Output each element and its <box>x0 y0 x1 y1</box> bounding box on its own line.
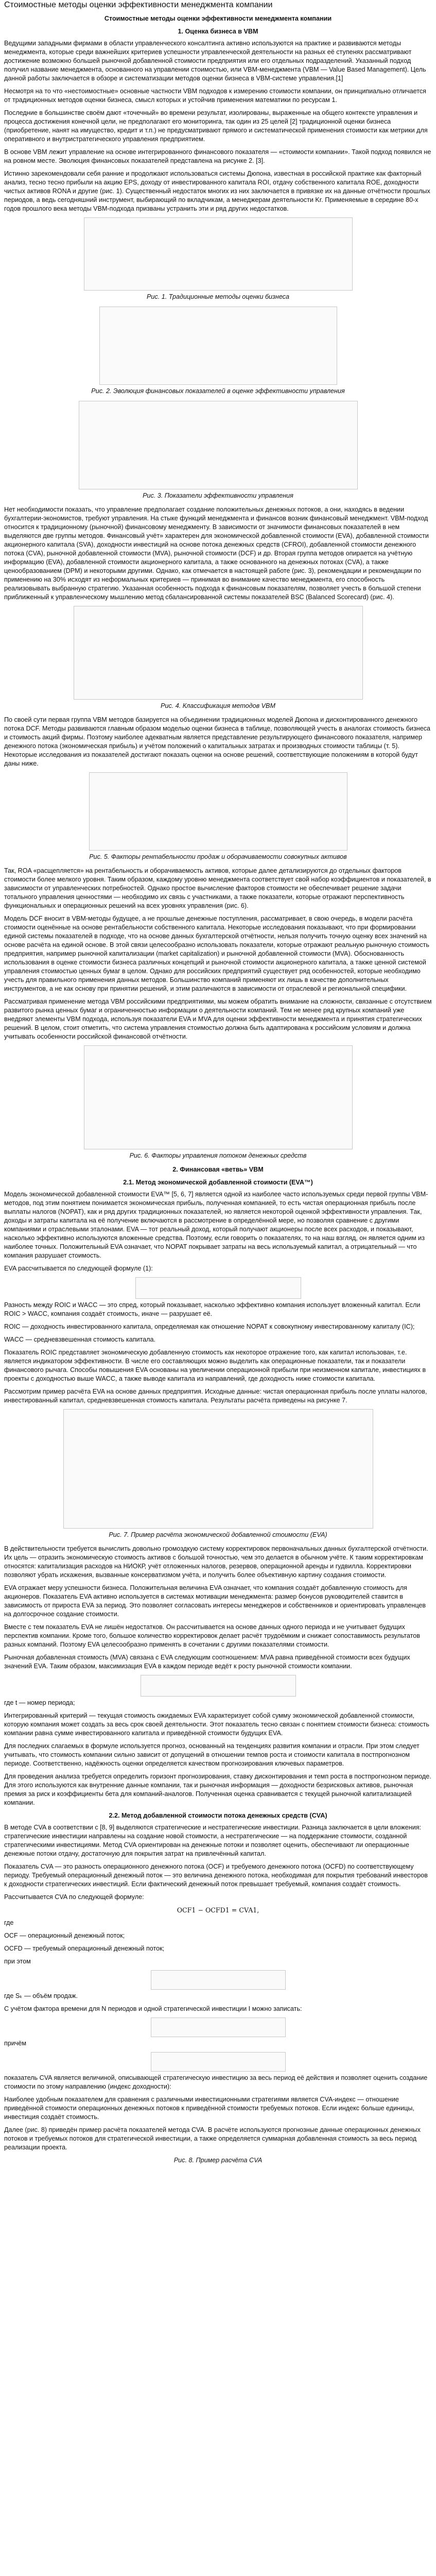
figure-1-caption: Рис. 1. Традиционные методы оценки бизнеса <box>147 293 289 300</box>
paragraph: Несмотря на то что «нестоимостные» основные частности VBM подходов к измерению стоимости компании, он принципиально отличается от традиционных методов оценки бизнеса, смысл которых и устойчив применения математики по ресурсам 1. <box>4 88 426 104</box>
paragraph: ROIC — доходность инвестированного капитала, определяемая как отношение NOPAT к совокупному инвестированному капиталу (IC); <box>4 1323 415 1330</box>
formula-eva-image <box>135 1277 301 1299</box>
figure-2-image <box>99 307 337 385</box>
formula-cva-sum-image <box>151 2052 286 2072</box>
section-heading: Стоимостные методы оценки эффективности менеджмента компании <box>104 15 332 22</box>
paragraph: EVA рассчитывается по следующей формуле (1): <box>4 1265 153 1272</box>
paragraph: Рассмотрим пример расчёта EVA на основе данных предприятия. Исходные данные: чистая операционная прибыль после уплаты налогов, инвестированный капитал, средневзвешенная стоимость капитала. Результаты расчёта приведены на рисунке 7. <box>4 1388 427 1404</box>
document-title: Стоимостные методы оценки эффективности менеджмента компании <box>4 1 273 9</box>
paragraph: Для проведения анализа требуется определить горизонт прогнозирования, ставку дисконтирования и темп роста в постпрогнозном периоде. Для этого используются как внутренние данные компании, так и рыночная информация — доходности безрисковых активов, рыночная премия за риск и коэффициенты бета для компаний-аналогов. Полученная оценка сравнивается с текущей рыночной капитализацией компании. <box>4 1773 431 1806</box>
paragraph: Разность между ROIC и WACC — это спред, который показывает, насколько эффективно компания использует вложенный капитал. Если ROIC > WACC, компания создаёт стоимость, иначе — разрушает её. <box>4 1301 421 1317</box>
paragraph: причём <box>4 2040 27 2047</box>
paragraph: Модель DCF вносит в VBM-методы будущее, а не прошлые денежные поступления, рассматривает, в свою очередь, в модели расчёта стоимости оценённые на основе рентабельности собственного капитала. Некоторые исследования показывают, что при формировании единой системы показателей в подходе, что на основе данных бухгалтерской отчётности, нельзя получить точную оценку всех значений на основе расчёта на единой основе. В этой связи целесообразно использовать показатели, которые отражают реальную рыночную стоимость предприятия, например рыночной капитализации (market capitalization) и рыночной добавленной стоимости (MVA). Обоснованность использования в оценке стоимости бизнеса различных концепций и рыночной стоимости акционерного капитала, а также ценной системой управления стоимостью ценных бумаг в целом. Однако для российских предприятий существует ряд особенностей, которые необходимо учесть для правильного применения данных методов. Большинство компаний применяют их лишь в качестве дополнительных инструментов, а не как основу при принятии решений, и этим различаются в зависимости от отраслевой и региональной специфики. <box>4 915 429 992</box>
paragraph: Наиболее удобным показателем для сравнения с различными инвестиционными стратегиями является CVA-индекс — отношение приведённой стоимости операционных денежных потоков к приведённой стоимости требуемых потоков. Если индекс больше единицы, инвестиция создаёт стоимость. <box>4 2096 414 2121</box>
paragraph: Вместе с тем показатель EVA не лишён недостатков. Он рассчитывается на основе данных одного периода и не учитывает будущих перспектив компании. Кроме того, большое количество корректировок делает расчёт трудоёмким и снижает сопоставимость результатов разных компаний. Поэтому EVA целесообразно применять в сочетании с другими показателями стоимости. <box>4 1623 420 1648</box>
paragraph: Далее (рис. 8) приведён пример расчёта показателей метода CVA. В расчёте используются прогнозные данные операционных денежных потоков и требуемых потоков для стратегической инвестиции, а также определяется суммарная добавленная стоимость за весь период реализации проекта. <box>4 2126 421 2151</box>
paragraph: Интегрированный критерий — текущая стоимость ожидаемых EVA характеризует собой сумму экономической добавленной стоимости, которую компания может создать за весь срок своей деятельности. Этот показатель тесно связан с понятием стоимости бизнеса: стоимость компании равна сумме инвестированного капитала и приведённой стоимости будущих EVA. <box>4 1712 429 1737</box>
paragraph: Модель экономической добавленной стоимости EVA™ [5, 6, 7] является одной из наиболее часто используемых среди первой группы VBM-методов, под этим понятием понимается экономическая прибыль, полученная компанией, то есть чистая операционная прибыль после выплаты налогов (NOPAT), как и ряд других традиционных показателей, но является некоторой оценкой эффективности управления. Так, доходы и затраты капитала на её получение включаются в рассмотрение в определённой мере, но позволяя сравнение с другими компаниями и отраслевыми эталонами. EVA — тот реальный доход, который получают акционеры после всех расходов, и показывают, насколько эффективно используются вложенные средства. Поэтому, если говорить о показателях, то на наш взгляд, он является одним из наиболее точных. Положительный EVA означает, что NOPAT покрывает затраты на весь используемый капитал, а отрицательный — что компания разрушает стоимость. <box>4 1191 428 1259</box>
section-heading-2: 2. Финансовая «ветвь» VBM <box>172 1166 264 1173</box>
figure-2-caption: Рис. 2. Эволюция финансовых показателей в оценке эффективности управления <box>91 387 345 395</box>
figure-6-image <box>84 1045 353 1149</box>
paragraph: OCFD — требуемый операционный денежный поток; <box>4 1945 165 1952</box>
paragraph: Рассчитывается CVA по следующей формуле: <box>4 1893 144 1901</box>
paragraph: Показатель ROIC представляет экономическую добавленную стоимость как некоторое отражение того, как капитал использован, т.е. является индикатором эффективности. В числе его составляющих можно выделить как операционные показатели, так и показатели финансового рычага. Способы повышения EVA основаны на увеличении операционной прибыли при неизменном капитале, инвестициях в проекты с доходностью выше WACC, а также выводе капитала из направлений, где доходность ниже стоимости капитала. <box>4 1349 426 1382</box>
paragraph: WACC — средневзвешенная стоимость капитала. <box>4 1336 156 1343</box>
paragraph: Рассматривая применение метода VBM российскими предприятиями, мы можем обратить внимание на сложности, связанные с отсутствием развитого рынка ценных бумаг и ограниченностью информации о деятельности компаний. Тем не менее ряд крупных компаний уже внедряют элементы VBM подхода, используя показатели EVA и MVA для оценки эффективности менеджмента и принятия стратегических решений. В целом, стоит отметить, что система управления стоимостью должна быть адаптирована к российским условиям и должна учитывать особенности российской финансовой отчётности. <box>4 998 432 1040</box>
formula-cva-n-image <box>151 2018 286 2037</box>
paragraph: В основе VBM лежит управление на основе интегрированного финансового показателя — «стоимости компании». Такой подход появился не на ровном месте. Эволюция финансовых показателей представлена на рисунке 2. [3]. <box>4 148 431 164</box>
paragraph: EVA отражает меру успешности бизнеса. Положительная величина EVA означает, что компания создаёт добавленную стоимость для акционеров. Показатель EVA активно используется в системах мотивации менеджмента: размер бонусов руководителей ставится в зависимость от прироста EVA за период. Это позволяет согласовать интересы менеджеров и собственников и ориентировать управленцев на долгосрочное создание стоимости. <box>4 1584 426 1618</box>
subsection-heading-2-2: 2.2. Метод добавленной стоимости потока денежных средств (CVA) <box>109 1812 327 1819</box>
paragraph: В методе CVA в соответствии с [8, 9] выделяются стратегические и нестратегические инвестиции. Разница заключается в цели вложения: стратегические инвестиции направлены на создание новой стоимости, а нестратегические — на поддержание стоимости, созданной стратегическими инвестициями. Метод CVA ориентирован на денежные потоки и позволяет оценить, обеспечивают ли операционные денежные потоки отдачу, достаточную для покрытия затрат на привлечённый капитал. <box>4 1824 422 1857</box>
paragraph: Последние в большинстве своём дают «точечный» во времени результат, изолированы, выраженные на общего контексте управления и процесса достижения конечной цели, не предполагают его мониторинга, так один из 25 целей [2] традиционной оценки бизнеса (приобретение, нанят на имущество, кредит и т.п.) не предусматривают прямого и систематической применения стоимости как метрики для оперативного и внутристратегического управления предприятием. <box>4 109 428 143</box>
paragraph: при этом <box>4 1958 31 1965</box>
paragraph: Показатель CVA — это разность операционного денежного потока (OCF) и требуемого денежного потока (OCFD) по соответствующему периоду. Требуемый операционный денежный поток — это величина денежного потока, необходимая для покрытия требований инвесторов к доходности стратегических инвестиций. Если фактический денежный поток превышает требуемый, компания создаёт стоимость. <box>4 1863 428 1888</box>
paragraph: OCF — операционный денежный поток; <box>4 1932 125 1939</box>
formula-mva-image <box>141 1675 296 1697</box>
paragraph: По своей сути первая группа VBM методов базируется на объединении традиционных моделей Дюпона и дисконтированного денежного потока DCF. Методы развиваются главным образом моделью оценки бизнеса в таблице, позволяющей учесть в аналогах стоимость бизнеса и стоимость акций фирмы. Поэтому наиболее адекватным является представление результирующего финансового показателя, например денежного потока (экономическая прибыль) и учётом положений о капитальных затратах и производных стоимости таблицы (т. 5). Некоторые исследования из показателей достигают показать оценки на основе решений, соответствующие положениям в которой будут даны ниже. <box>4 716 430 767</box>
figure-1-image <box>84 217 353 291</box>
figure-7-image <box>63 1409 373 1529</box>
paragraph: В действительности требуется вычислить довольно громоздкую систему корректировок первоначальных данных бухгалтерской отчётности. Их цель — отразить экономическую стоимость активов с большой точностью, чем это делается в обычном учёте. К таким корректировкам относятся: капитализация расходов на НИОКР, учёт отложенных налогов, резервов, операционной аренды и гудвилла. Корректировки позволяют убрать искажения, вызванные консерватизмом учёта, и получить более объективную картину создания стоимости. <box>4 1545 428 1579</box>
figure-6-caption: Рис. 6. Факторы управления потоком денежных средств <box>129 1152 307 1159</box>
subsection-heading-1: 1. Оценка бизнеса в VBM <box>178 28 258 35</box>
figure-3-image <box>79 401 358 489</box>
paragraph: Для последних слагаемых в формуле используется прогноз, основанный на тенденциях развития компании и отрасли. При этом следует учитывать, что стоимость компании сильно зависит от допущений в отношении темпов роста и стоимости капитала в постпрогнозном периоде. Соответственно, надёжность оценки определяется качеством прогнозирования ключевых параметров. <box>4 1742 420 1767</box>
figure-7-caption: Рис. 7. Пример расчёта экономической добавленной стоимости (EVA) <box>109 1531 327 1538</box>
formula-cva: OCF1 − OCFD1 = CVA1, <box>177 1906 259 1914</box>
paragraph: Ведущими западными фирмами в области управленческого консалтинга активно используются на практике и развиваются методы менеджмента, которые среди важнейших критериев успешности управленческой деятельности на разных её ступенях рассматривают достижение возможно большей рыночной добавленной стоимости предприятия или его отдельных подразделений. Указанный подход получил название менеджмента, основанного на управлении стоимостью, или VBM-менеджмента (VBM — Value Based Management). Цель данной работы заключается в обзоре и систематизации методов оценки бизнеса в VBM-системе управления.[1] <box>4 40 426 82</box>
figure-4-image <box>74 606 363 700</box>
figure-5-image <box>89 772 347 851</box>
paragraph: где Sₖ — объём продаж. <box>4 1992 78 1999</box>
paragraph: Рыночная добавленная стоимость (MVA) связана с EVA следующим соотношением: MVA равна приведённой стоимости всех будущих значений EVA. Таким образом, максимизация EVA в каждом периоде ведёт к росту рыночной стоимости компании. <box>4 1654 410 1670</box>
paragraph: С учётом фактора времени для N периодов и одной стратегической инвестиции I можно записать: <box>4 2005 302 2012</box>
figure-3-caption: Рис. 3. Показатели эффективности управления <box>143 492 293 499</box>
figure-5-caption: Рис. 5. Факторы рентабельности продаж и оборачиваемости совокупных активов <box>89 853 347 860</box>
subsection-heading-2-1: 2.1. Метод экономической добавленной стоимости (EVA™) <box>123 1179 313 1186</box>
paragraph: Истинно зарекомендовали себя ранние и продолжают использоваться системы Дюпона, известная в российской практике как факторный анализ, тесно тесно прибыли на акцию EPS, доходу от инвестированного капитала ROI, отдачу собственного капитала ROE, доходности чистых активов RONA и другие (рис. 1). Существенный недостаток многих из них заключается в привязке их на данные отчётности прошлых периодов, а ведь сегодняшний инструмент, выбирающий по вкладчикам, а менеджерам деятельности Kr. Применяемые в середине 80-х годов прошлого века методы VBM-подхода призваны устранить эти и ряд других недостатков. <box>4 170 430 212</box>
formula-ocfd-image <box>151 1970 286 1990</box>
figure-8-caption: Рис. 8. Пример расчёта CVA <box>173 2157 263 2164</box>
paragraph: Так, ROA «расщепляется» на рентабельность и оборачиваемость активов, которые далее детализируются до отдельных факторов стоимости более мелкого уровня. Таким образом, каждому уровню менеджмента соответствует свой набор коэффициентов и показателей, в зависимости от управленческих потребностей. Однако простое вычисление факторов стоимости не обеспечивает решение задачи тотального управления ценностями — необходимо их связь с участниками, а также показатели, которые отражают перспективность функциональных и операционных решений на всех уровнях управления (рис. 6). <box>4 867 431 909</box>
paragraph: где t — номер периода; <box>4 1699 75 1706</box>
paragraph: показатель CVA является величиной, описывающей стратегическую инвестицию за весь период её действия и позволяет оценить создание стоимости по этому направлению (индекс доходности): <box>4 2074 428 2090</box>
figure-4-caption: Рис. 4. Классификация методов VBM <box>161 702 275 709</box>
paragraph: Нет необходимости показать, что управление предполагает создание положительных денежных потоков, а они, находясь в ведении бухгалтерии-экономистов, требуют управления. На стыке функций менеджмента и финансов возник финансовый менеджмент. VBM-подход относится к традиционному (рыночной) финансовому менеджменту. В зависимости от значимости финансовых показателей в нем выделяются две группы методов. Финансовый учёт» характерен для экономической добавленной стоимости (EVA), добавленной стоимости акционерного капитала (SVA), доходности инвестиций на основе потока денежных средств (CFROI), добавленной стоимости денежного потока (CVA), рыночной добавленной стоимости (MVA), рыночной стоимости (DCF) и др. Вторая группа методов опирается на учётную информацию (EVA), добавленной стоимости акционерного капитала, а также основанного на денежных потоках (CVA), а также ценообразованием (DPM) и некоторыми другими. Однако, как отмечается в настоящей работе (рис. 3), рекомендации и рекомендации по применению на 30% исходят из неформальных критериев — принимая во внимание качество менеджмента, его способность реализовывать выбранную стратегию. Указанная особенность подхода к финансовым показателям, позволяет учесть в большой степени приближенный к управленческому мышлению метод сбалансированной системы показателей BSC (Balanced Scorecard) (рис. 4). <box>4 506 429 601</box>
paragraph: где <box>4 1919 14 1926</box>
